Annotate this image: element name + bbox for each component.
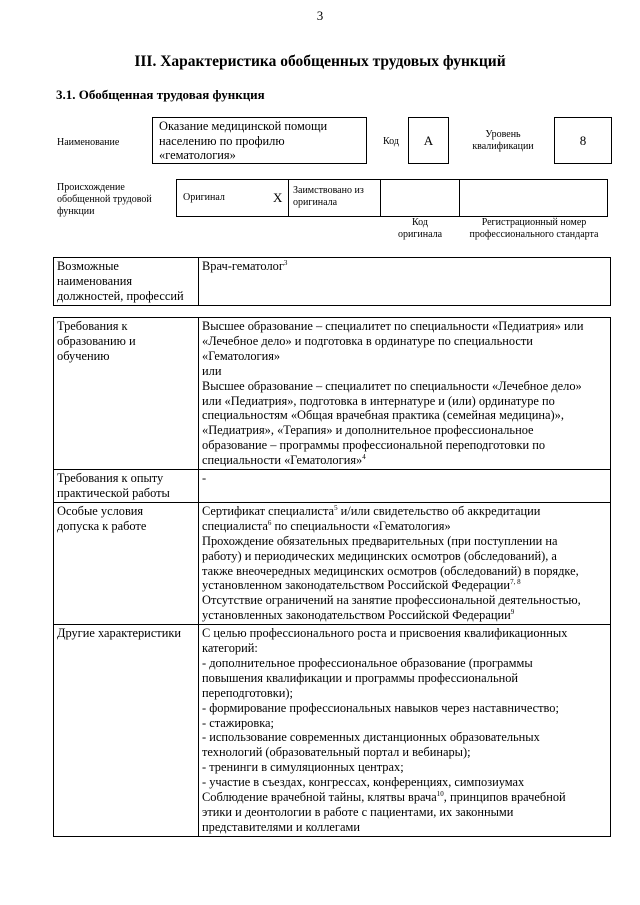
admission-line-text: по специальности «Гематология» bbox=[274, 518, 451, 533]
experience-value: - bbox=[202, 471, 207, 486]
other-line: - дополнительное профессиональное образование (программы bbox=[202, 655, 533, 670]
borrowed-label-line: оригинала bbox=[293, 197, 338, 208]
positions-value-cell bbox=[199, 258, 611, 306]
education-line: специальностям «Общая врачебная практика (семейная медицина)», bbox=[202, 408, 564, 423]
borrowed-label bbox=[293, 185, 364, 209]
education-line: Высшее образование – специалитет по специальности «Лечебное дело» bbox=[202, 378, 582, 393]
other-line: переподготовки); bbox=[202, 685, 293, 700]
table-row bbox=[54, 318, 611, 470]
other-line: повышения квалификации и программы профессиональной bbox=[202, 670, 519, 685]
education-line: «Гематология» bbox=[202, 348, 281, 363]
positions-label-line: наименования bbox=[57, 273, 133, 288]
registration-number-caption-line: Регистрационный номер bbox=[481, 217, 587, 228]
education-line: Высшее образование – специалитет по специальности «Педиатрия» или bbox=[202, 319, 584, 333]
other-line-text: Соблюдение врачебной тайны, клятвы врача bbox=[202, 790, 437, 805]
education-line: образование – программы профессиональной переподготовки по bbox=[202, 438, 546, 453]
admission-line-text: установленных законодательством Российской Федерации bbox=[202, 608, 511, 623]
footnote-ref: 10 bbox=[436, 789, 444, 798]
other-label: Другие характеристики bbox=[57, 626, 182, 641]
other-line: - участие в съездах, конгрессах, конференциях, симпозиумах bbox=[202, 775, 525, 790]
subsection-title: 3.1. Обобщенная трудовая функция bbox=[56, 87, 265, 102]
other-value-cell bbox=[199, 625, 611, 837]
original-code-caption bbox=[380, 217, 460, 241]
original-code-caption-line: оригинала bbox=[397, 229, 443, 240]
qualification-level-label-line: квалификации bbox=[472, 141, 534, 152]
table-row bbox=[54, 502, 611, 624]
origin-label-line: Происхождение bbox=[57, 182, 125, 193]
origin-label-line: функции bbox=[57, 206, 95, 217]
borrowed-label-line: Заимствовано из bbox=[293, 185, 364, 196]
education-line: «Педиатрия», «Терапия» и дополнительное профессиональное bbox=[202, 423, 534, 438]
admission-line: Отсутствие ограничений на занятие профессиональной деятельностью, bbox=[202, 593, 581, 608]
position-title: Врач-гематолог bbox=[202, 259, 284, 273]
origin-label bbox=[57, 182, 152, 218]
positions-label-cell bbox=[54, 258, 199, 306]
education-line: «Лечебное дело» и подготовка в ординатуре по специальности bbox=[202, 333, 533, 348]
education-label-line: Требования к bbox=[57, 319, 128, 333]
positions-label-line: должностей, профессий bbox=[57, 288, 184, 303]
experience-label-line: Требования к опыту bbox=[57, 471, 164, 486]
admission-line: Прохождение обязательных предварительных (при поступлении на bbox=[202, 533, 558, 548]
other-line: - тренинги в симуляционных центрах; bbox=[202, 760, 404, 775]
registration-number-caption bbox=[458, 217, 610, 241]
page-number: 3 bbox=[316, 8, 324, 23]
footnote-ref: 9 bbox=[510, 608, 515, 617]
code-label: Код bbox=[383, 136, 399, 147]
other-line: - использование современных дистанционных образовательных bbox=[202, 730, 540, 745]
education-line-text: специальности «Гематология» bbox=[202, 453, 363, 468]
admission-line: работу) и периодических медицинских осмотров (обследований), а bbox=[202, 548, 557, 563]
experience-label-cell bbox=[54, 470, 199, 503]
origin-label-line: обобщенной трудовой bbox=[57, 194, 152, 205]
function-name-line: населению по профилю bbox=[159, 133, 285, 148]
education-label-cell bbox=[54, 318, 199, 470]
qualification-level-label-line: Уровень bbox=[485, 129, 521, 140]
admission-line bbox=[202, 578, 607, 593]
other-line: категорий: bbox=[202, 641, 258, 656]
other-line-text: , принципов врачебной bbox=[443, 790, 566, 805]
footnote-ref: 4 bbox=[362, 453, 366, 462]
admission-line-text: Сертификат специалиста bbox=[202, 503, 335, 518]
qualification-level-label bbox=[465, 129, 541, 153]
section-title: III. Характеристика обобщенных трудовых функций bbox=[134, 53, 506, 70]
qualification-level-value: 8 bbox=[554, 117, 612, 164]
education-line: или bbox=[202, 363, 222, 378]
admission-label-line: допуска к работе bbox=[57, 518, 147, 533]
original-code-caption-line: Код bbox=[412, 217, 428, 228]
admission-label-line: Особые условия bbox=[57, 503, 144, 518]
code-value: А bbox=[408, 117, 449, 164]
education-label-line: образованию и bbox=[57, 333, 136, 348]
original-label: Оригинал bbox=[183, 192, 225, 203]
table-row bbox=[54, 258, 611, 306]
original-checkmark: Х bbox=[273, 190, 283, 205]
education-label-line: обучению bbox=[57, 348, 110, 363]
function-name-line: «гематология» bbox=[159, 148, 236, 163]
admission-value-cell bbox=[199, 502, 611, 624]
experience-value-cell bbox=[199, 470, 611, 503]
other-label-cell bbox=[54, 625, 199, 837]
name-label: Наименование bbox=[57, 137, 120, 148]
education-value-cell bbox=[199, 318, 611, 470]
other-line: представителями и коллегами bbox=[202, 819, 360, 834]
other-line: - формирование профессиональных навыков через наставничество; bbox=[202, 700, 559, 715]
footnote-ref: 5 bbox=[334, 503, 338, 512]
table-row bbox=[54, 470, 611, 503]
education-line: или «Педиатрия», подготовка в интернатуре и (или) ординатуре по bbox=[202, 393, 555, 408]
admission-label-cell bbox=[54, 502, 199, 624]
admission-line-text: специалиста bbox=[202, 518, 268, 533]
origin-table bbox=[176, 179, 608, 217]
other-line: технологий (образовательный портал и вебинары); bbox=[202, 745, 471, 760]
other-line bbox=[202, 790, 607, 805]
table-row bbox=[54, 625, 611, 837]
registration-number-caption-line: профессионального стандарта bbox=[469, 229, 599, 240]
admission-line-text: установленном законодательством Российской Федерации bbox=[202, 578, 511, 593]
other-line: - стажировка; bbox=[202, 715, 274, 730]
admission-line bbox=[202, 519, 607, 534]
experience-label-line: практической работы bbox=[57, 485, 170, 500]
footnote-ref: 7, 8 bbox=[510, 578, 521, 587]
admission-line: также внеочередных медицинских осмотров (обследований) в порядке, bbox=[202, 563, 579, 578]
function-name-line: Оказание медицинской помощи bbox=[159, 119, 328, 133]
positions-table bbox=[53, 257, 611, 306]
admission-line bbox=[202, 504, 607, 519]
positions-label-line: Возможные bbox=[57, 259, 119, 273]
function-name-box bbox=[152, 117, 367, 164]
admission-line bbox=[202, 608, 607, 623]
admission-line-text: и/или свидетельство об аккредитации bbox=[340, 503, 541, 518]
education-line bbox=[202, 453, 607, 468]
footnote-ref: 6 bbox=[267, 518, 272, 527]
other-line: С целью профессионального роста и присвоения квалификационных bbox=[202, 626, 568, 641]
other-line: этики и деонтологии в работе с пациентами, их законными bbox=[202, 805, 514, 819]
footnote-ref: 3 bbox=[283, 258, 288, 267]
requirements-table bbox=[53, 317, 611, 837]
